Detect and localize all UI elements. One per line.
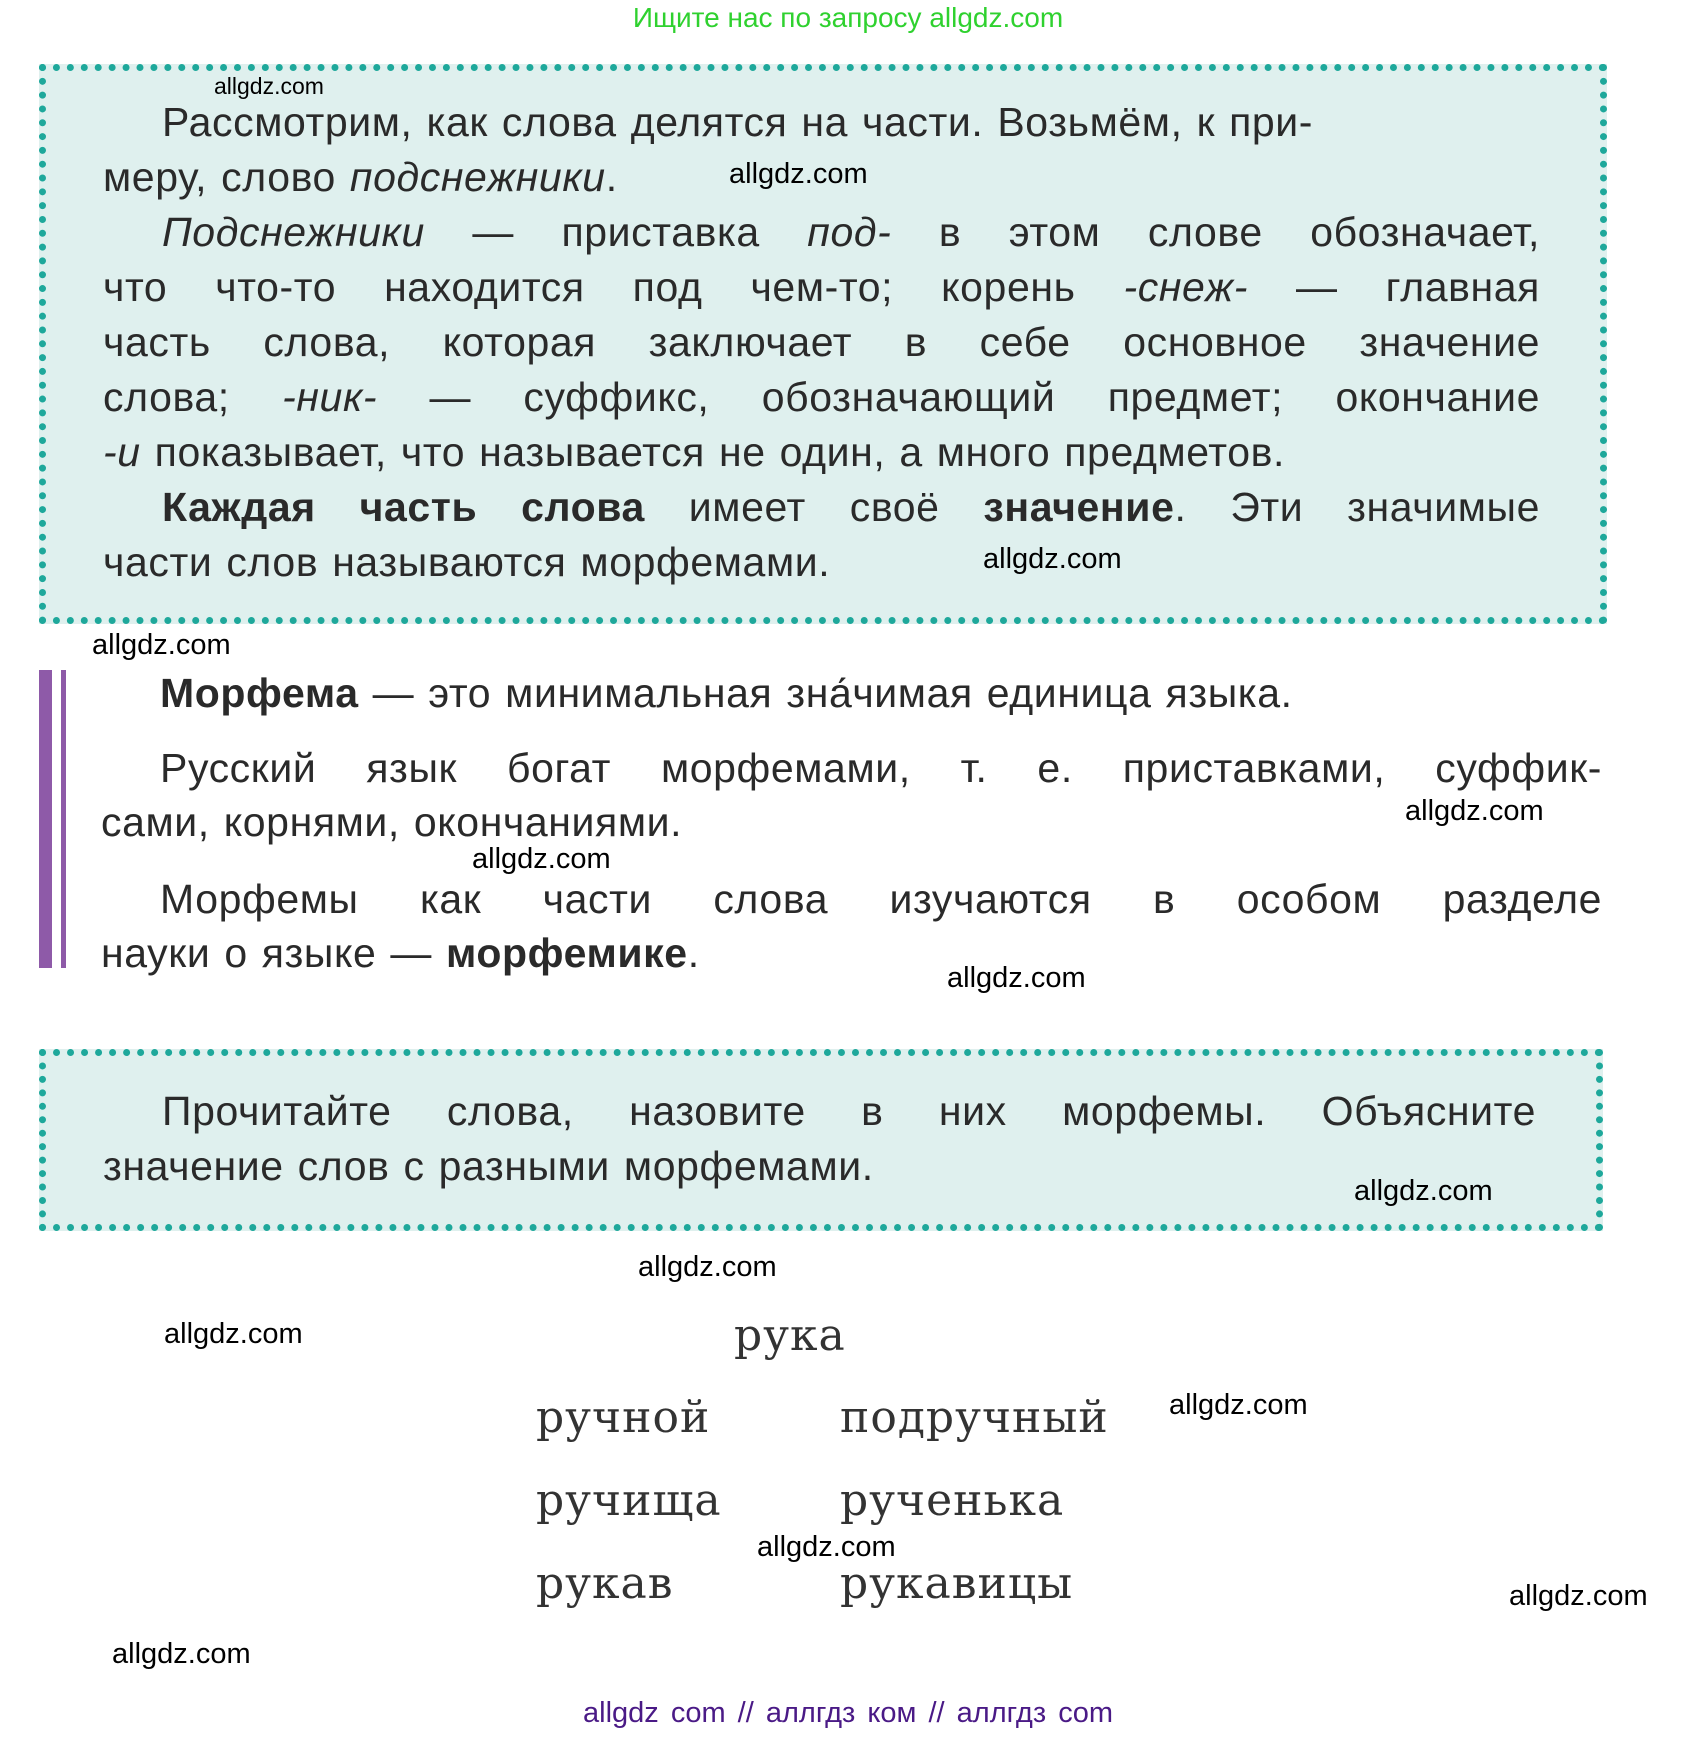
watermark: allgdz.com (947, 962, 1086, 994)
italic-term: подснежники (349, 154, 606, 200)
word-ruchenka: рученька (840, 1475, 1065, 1526)
watermark: allgdz.com (729, 158, 868, 190)
text-run: показывает, что называется не один, а много предметов. (140, 429, 1285, 475)
box1-line (162, 483, 1540, 531)
bold-term: Морфема (160, 670, 359, 716)
text-run: имеет своё (644, 484, 984, 530)
bold-term: значение (983, 484, 1175, 530)
watermark: allgdz.com (472, 843, 611, 875)
watermark: allgdz.com (1405, 795, 1544, 827)
word-ruchnoy: ручной (536, 1392, 711, 1443)
text-run: Русский язык богат морфемами, т. е. приставками, суффик- (160, 745, 1602, 791)
text-run: — это минимальная зна́чимая единица языка. (358, 670, 1293, 716)
text-run: значение слов с разными морфемами. (103, 1143, 874, 1189)
italic-term: под- (807, 209, 892, 255)
box1-line (103, 538, 830, 586)
rule-line (101, 929, 700, 977)
text-run: Прочитайте слова, назовите в них морфемы. Объясните (162, 1088, 1536, 1134)
rule-accent-bar-thin (61, 670, 66, 968)
text-run: что что-то находится под чем-то; корень (103, 264, 1124, 310)
box1-line (103, 318, 1540, 366)
watermark: allgdz.com (1509, 1580, 1648, 1612)
text-run: часть слова, которая заключает в себе основное значение (103, 319, 1540, 365)
text-run: — суффикс, обозначающий предмет; окончание (377, 374, 1541, 420)
italic-term: -и (103, 429, 141, 475)
text-run: слова; (103, 374, 283, 420)
rule-line (160, 744, 1602, 792)
box2-line (162, 1087, 1536, 1135)
rule-accent-bar (39, 670, 52, 968)
box1-line (162, 208, 1540, 256)
rule-line (160, 669, 1293, 717)
header-banner: Ищите нас по запросу allgdz.com (632, 2, 1064, 33)
watermark: allgdz.com (214, 73, 324, 99)
box1-line (103, 373, 1540, 421)
italic-term: Подснежники (162, 209, 425, 255)
word-podruchny: подручный (840, 1392, 1109, 1443)
word-rukav: рукав (536, 1558, 674, 1609)
box1-line (103, 153, 618, 201)
text-run: сами, корнями, окончаниями. (101, 799, 683, 845)
text-run: — главная (1248, 264, 1540, 310)
watermark: allgdz.com (1169, 1389, 1308, 1421)
box1-line (103, 428, 1285, 476)
rule-line (160, 875, 1602, 923)
text-run: в этом слове обозначает, (891, 209, 1540, 255)
text-run: — приставка (424, 209, 808, 255)
word-rukavitsy: рукавицы (840, 1558, 1074, 1609)
italic-term: -снеж- (1123, 264, 1249, 310)
text-run: Рассмотрим, как слова делятся на части. Возьмём, к при- (162, 99, 1314, 145)
italic-term: -ник- (282, 374, 378, 420)
text-run: Морфемы как части слова изучаются в особом разделе (160, 876, 1602, 922)
footer-banner: allgdz com // аллгдз ком // аллгдз com (583, 1697, 1113, 1729)
watermark: allgdz.com (1354, 1175, 1493, 1207)
box2-line (103, 1142, 874, 1190)
rule-line (101, 798, 682, 846)
text-run: . (687, 930, 700, 976)
text-run: части слов называются морфемами. (103, 539, 831, 585)
watermark: allgdz.com (112, 1638, 251, 1670)
text-run: . Эти значимые (1174, 484, 1540, 530)
box1-line (162, 98, 1313, 146)
box1-line (103, 263, 1540, 311)
text-run: науки о языке — (101, 930, 446, 976)
word-ruka: рука (734, 1310, 846, 1361)
watermark: allgdz.com (757, 1531, 896, 1563)
watermark: allgdz.com (638, 1251, 777, 1283)
bold-term: морфемике (445, 930, 688, 976)
watermark: allgdz.com (164, 1318, 303, 1350)
watermark: allgdz.com (92, 629, 231, 661)
watermark: allgdz.com (983, 543, 1122, 575)
text-run: . (605, 154, 618, 200)
text-run: меру, слово (103, 154, 350, 200)
word-ruchishcha: ручища (536, 1475, 722, 1526)
bold-term: Каждая часть слова (162, 484, 645, 530)
